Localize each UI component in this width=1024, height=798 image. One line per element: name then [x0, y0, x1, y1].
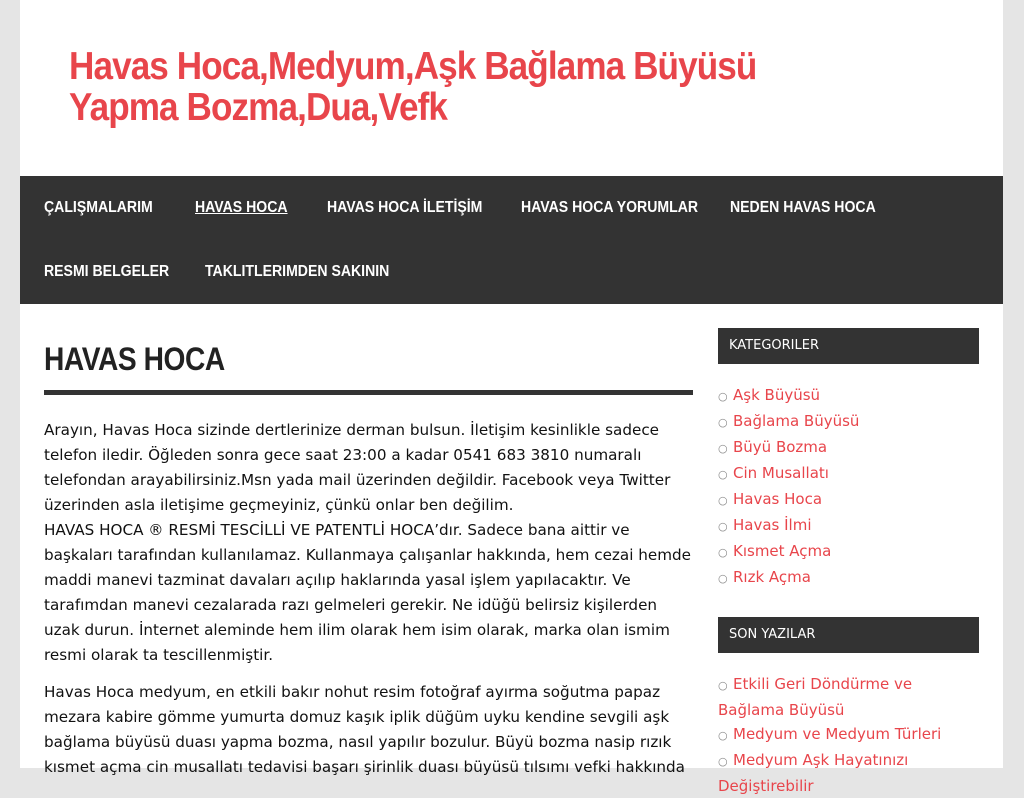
- list-item: [718, 435, 979, 461]
- list-item: [718, 409, 979, 435]
- recent-post-link[interactable]: Etkili Geri Döndürme ve Bağlama Büyüsü: [718, 675, 913, 719]
- entry-content: [44, 418, 693, 780]
- title-divider: [44, 390, 693, 395]
- category-link[interactable]: Büyü Bozma: [733, 438, 828, 456]
- circle-bullet-icon: ○: [718, 572, 728, 585]
- list-item: [718, 383, 979, 409]
- page-title: HAVAS HOCA: [44, 341, 225, 377]
- nav-item-resmi-belgeler[interactable]: RESMI BELGELER: [44, 263, 170, 280]
- recent-posts-widget: [718, 617, 979, 798]
- main-content: [44, 304, 693, 780]
- main-navigation: [20, 176, 1003, 304]
- sidebar: [718, 328, 979, 798]
- circle-bullet-icon: ○: [718, 390, 728, 403]
- list-item: [718, 487, 979, 513]
- list-item: [718, 461, 979, 487]
- nav-item-neden-havas-hoca[interactable]: NEDEN HAVAS HOCA: [730, 199, 876, 216]
- nav-item-havas-hoca[interactable]: HAVAS HOCA: [195, 199, 288, 216]
- circle-bullet-icon: ○: [718, 468, 728, 481]
- list-item: [718, 513, 979, 539]
- circle-bullet-icon: ○: [718, 520, 728, 533]
- circle-bullet-icon: ○: [718, 442, 728, 455]
- category-link[interactable]: Kısmet Açma: [733, 542, 832, 560]
- site-header: [20, 0, 1003, 176]
- entry-paragraph-2: Havas Hoca medyum, en etkili bakır nohut resim fotoğraf ayırma soğutma papaz mezara kabire gömme yumurta domuz kaşık iplik düğüm uyku kendine sevgili aşk bağlama büyüsü duası yapma bozma, nasıl yapılır bozulur. Büyü bozma nasip rızık kısmet açma cin musallatı tedavisi başarı şirinlik duası büyüsü tılsımı vefki hakkında: [44, 683, 685, 776]
- list-item: [718, 672, 979, 722]
- circle-bullet-icon: ○: [718, 679, 728, 692]
- recent-post-link[interactable]: Medyum Aşk Hayatınızı Değiştirebilir: [718, 751, 909, 795]
- circle-bullet-icon: ○: [718, 729, 728, 742]
- entry-text-trademark: HAVAS HOCA ® RESMİ TESCİLLİ VE PATENTLİ HOCA’dır. Sadece bana aittir ve başkaları tarafından kullanılamaz. Kullanmaya çalışanlar hakkında, hem cezai hemde maddi manevi tazminat davaları açılıp haklarında yasal işlem yapılacaktır. Ve tarafımdan manevi cezalarada razı gelmeleri gerekir. Ne idüğü belirsiz kişilerden uzak durun. İnternet aleminde hem ilim olarak hem isim olarak, marka olan ismim resmi olarak ta tescillenmiştir.: [44, 521, 692, 664]
- categories-list: [718, 383, 979, 591]
- entry-text-contact: Arayın, Havas Hoca sizinde dertlerinize derman bulsun. İletişim kesinlikle sadece telefon iledir. Öğleden sonra gece saat 23:00 a kadar 0541 683 3810 numaralı telefondan arayabilirsiniz.Msn yada mail üzerinden değildir. Facebook veya Twitter üzerinden asla iletişime geçmeyiniz, çünkü onlar ben değilim.: [44, 421, 671, 514]
- nav-item-havas-hoca-iletisim[interactable]: HAVAS HOCA İLETİŞİM: [327, 199, 483, 216]
- category-link[interactable]: Aşk Büyüsü: [733, 386, 821, 404]
- recent-posts-list: [718, 672, 979, 798]
- site-title[interactable]: Havas Hoca,Medyum,Aşk Bağlama Büyüsü Yapma Bozma,Dua,Vefk: [69, 45, 757, 129]
- nav-item-calismalarim[interactable]: ÇALIŞMALARIM: [44, 199, 153, 216]
- circle-bullet-icon: ○: [718, 416, 728, 429]
- category-link[interactable]: Havas İlmi: [733, 516, 812, 534]
- recent-post-link[interactable]: Medyum ve Medyum Türleri: [733, 725, 942, 743]
- category-link[interactable]: Cin Musallatı: [733, 464, 829, 482]
- list-item: [718, 539, 979, 565]
- list-item: [718, 748, 979, 798]
- circle-bullet-icon: ○: [718, 546, 728, 559]
- nav-item-taklitlerimden-sakinin[interactable]: TAKLITLERIMDEN SAKININ: [205, 263, 390, 280]
- category-link[interactable]: Havas Hoca: [733, 490, 823, 508]
- nav-item-havas-hoca-yorumlar[interactable]: HAVAS HOCA YORUMLAR: [521, 199, 699, 216]
- circle-bullet-icon: ○: [718, 494, 728, 507]
- site-container: [20, 0, 1003, 795]
- list-item: [718, 722, 979, 748]
- category-link[interactable]: Bağlama Büyüsü: [733, 412, 860, 430]
- category-link[interactable]: Rızk Açma: [733, 568, 811, 586]
- recent-posts-widget-title: SON YAZILAR: [718, 617, 979, 653]
- categories-widget: [718, 328, 979, 591]
- categories-widget-title: KATEGORILER: [718, 328, 979, 364]
- circle-bullet-icon: ○: [718, 755, 728, 768]
- entry-paragraph: [44, 418, 693, 668]
- list-item: [718, 565, 979, 591]
